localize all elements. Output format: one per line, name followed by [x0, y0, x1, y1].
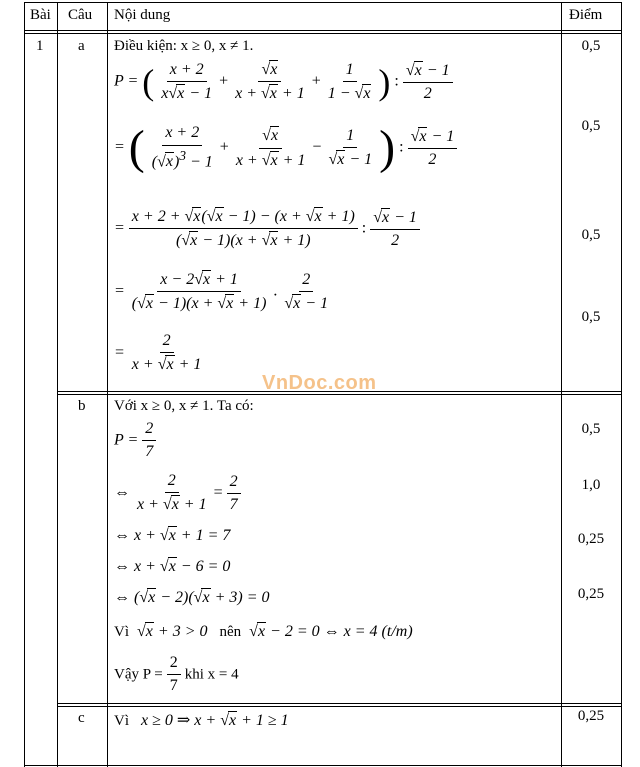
points-a-4: 0,5 [581, 309, 601, 325]
row-divider-bc-double [57, 706, 622, 707]
part-a-step4: = $\frac{x - 2√x + 1}{(√x - 1)(x + √x + 1)}$ . $\frac{2}{√x - 1}$ [114, 270, 329, 313]
part-b-conclusion-prefix: Vậy P = [114, 666, 163, 683]
table-border-left [24, 2, 25, 767]
part-b-step2: ⇔ $\frac{2}{x + √x + 1}$ = $\frac{2}{7}$ [114, 472, 241, 515]
points-a-3: 0,5 [581, 227, 601, 243]
part-b-step6-nen: nên [219, 624, 242, 640]
points-b-4: 0,25 [577, 586, 605, 602]
points-a-1: 0,5 [581, 38, 601, 54]
cau-c-label: c [78, 710, 85, 726]
table-border-bottom [24, 765, 622, 766]
part-b-step3: ⇔ x + √x + 1 = 7 [114, 527, 231, 544]
points-c-1: 0,25 [577, 708, 605, 724]
points-b-3: 0,25 [577, 531, 605, 547]
header-divider [24, 30, 622, 31]
col-divider-cau [107, 2, 108, 767]
part-c-vi: Vì [114, 713, 129, 729]
header-cau: Câu [68, 7, 93, 23]
col-divider-noidung [561, 2, 562, 767]
part-a-step2: = ( $\frac{x + 2}{(√x)^3 - 1}$ + $\frac{√x}{x + √x + 1}$ − $\frac{1}{√x - 1}$ ) : $\frac{√x - 1}{2}$ [114, 124, 457, 172]
part-b-intro: Với x ≥ 0, x ≠ 1. Ta có: [114, 398, 254, 414]
part-c-step1: Vì x ≥ 0 ⇒ x + √x + 1 ≥ 1 [114, 712, 289, 729]
part-a-condition: Điều kiện: x ≥ 0, x ≠ 1. [114, 38, 254, 54]
points-a-2: 0,5 [581, 118, 601, 134]
part-b-step6-tm: x = 4 (t/m) [343, 623, 413, 640]
col-divider-bai [57, 2, 58, 767]
table-border-right [621, 2, 622, 767]
header-diem: Điểm [569, 7, 603, 23]
part-b-step4: ⇔ x + √x − 6 = 0 [114, 558, 231, 575]
part-a-result: = $\frac{2}{x + √x + 1}$ [114, 332, 202, 374]
watermark-logo: VnDoc.com [262, 372, 377, 394]
header-noi-dung: Nội dung [114, 7, 171, 23]
table-border-top [24, 2, 622, 3]
part-b-step1: P = $\frac{2}{7}$ [114, 420, 156, 462]
part-a-step3: = $\frac{x + 2 + √x(√x - 1) - (x + √x + 1)}{(√x - 1)(x + √x + 1)}$ : $\frac{√x - 1}{2}$ [114, 207, 420, 251]
part-b-step6-vi: Vì [114, 624, 129, 640]
points-b-2: 1,0 [581, 477, 601, 493]
cau-b-label: b [78, 398, 86, 414]
row-divider-bc [57, 703, 622, 704]
part-b-conclusion: Vậy P = $\frac{2}{7}$ khi x = 4 [114, 654, 239, 695]
header-divider-double [24, 33, 622, 34]
part-b-step6: Vì √x + 3 > 0 nên √x − 2 = 0 ⇔ x = 4 (t/m) [114, 623, 413, 640]
header-bai: Bài [30, 7, 51, 23]
bai-number: 1 [36, 38, 44, 54]
part-b-step5: ⇔ (√x − 2)(√x + 3) = 0 [114, 589, 270, 606]
points-b-1: 0,5 [581, 421, 601, 437]
cau-a-label: a [78, 38, 85, 54]
part-a-step1: P = ( $\frac{x + 2}{x√x - 1}$ + $\frac{√x}{x + √x + 1}$ + $\frac{1}{1 - √x}$ ) : $\frac{√x - 1}{2}$ [114, 60, 453, 104]
part-b-conclusion-suffix: khi x = 4 [184, 666, 239, 683]
